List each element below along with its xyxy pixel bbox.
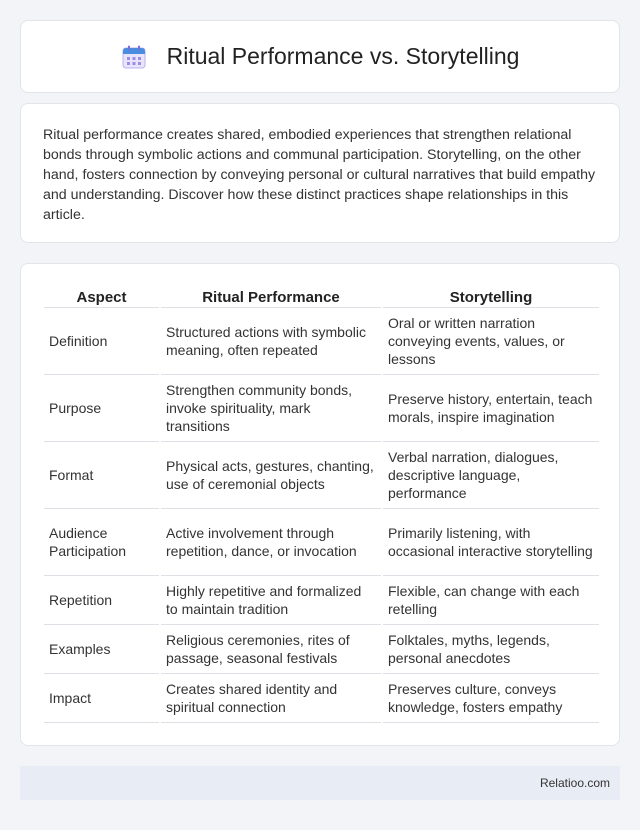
cell-aspect: Repetition: [44, 576, 159, 625]
cell-aspect: Definition: [44, 308, 159, 375]
comparison-card: [20, 263, 620, 746]
cell-ritual: Religious ceremonies, rites of passage, seasonal festivals: [161, 625, 381, 674]
cell-aspect: Audience Participation: [44, 509, 159, 576]
cell-ritual: Highly repetitive and formalized to maintain tradition: [161, 576, 381, 625]
cell-story: Oral or written narration conveying events, values, or lessons: [383, 308, 599, 375]
table-row: [44, 442, 599, 509]
cell-ritual: Active involvement through repetition, dance, or invocation: [161, 509, 381, 576]
cell-story: Verbal narration, dialogues, descriptive language, performance: [383, 442, 599, 509]
page-title: Ritual Performance vs. Storytelling: [166, 43, 520, 69]
table-row: [44, 576, 599, 625]
cell-aspect: Examples: [44, 625, 159, 674]
header-storytelling: Storytelling: [383, 284, 599, 308]
table-header-row: [44, 284, 599, 308]
cell-aspect: Format: [44, 442, 159, 509]
intro-text: Ritual performance creates shared, embodied experiences that strengthen relational bonds through symbolic actions and communal participation. Storytelling, on the other hand, fosters connection by conveying personal or cultural narratives that build empathy and understanding. Discover how these distinct practices shape relationships in this article.: [43, 127, 596, 223]
table-row: [44, 509, 599, 576]
cell-story: Preserve history, entertain, teach morals, inspire imagination: [383, 375, 599, 442]
cell-story: Flexible, can change with each retelling: [383, 576, 599, 625]
cell-story: Folktales, myths, legends, personal anecdotes: [383, 625, 599, 674]
footer-brand[interactable]: Relatioo.com: [539, 776, 610, 790]
cell-ritual: Physical acts, gestures, chanting, use of ceremonial objects: [161, 442, 381, 509]
table-row: [44, 375, 599, 442]
header-aspect: Aspect: [44, 284, 159, 308]
title-card: [20, 20, 620, 93]
header-ritual-performance: Ritual Performance: [161, 284, 381, 308]
cell-aspect: Impact: [44, 674, 159, 723]
cell-ritual: Structured actions with symbolic meaning, often repeated: [161, 308, 381, 375]
table-row: [44, 674, 599, 723]
cell-story: Preserves culture, conveys knowledge, fosters empathy: [383, 674, 599, 723]
intro-card: [20, 103, 620, 243]
calendar-icon: [121, 44, 147, 70]
footer: [20, 766, 620, 800]
cell-story: Primarily listening, with occasional interactive storytelling: [383, 509, 599, 576]
cell-aspect: Purpose: [44, 375, 159, 442]
comparison-table: [42, 284, 601, 723]
cell-ritual: Creates shared identity and spiritual connection: [161, 674, 381, 723]
table-row: [44, 308, 599, 375]
cell-ritual: Strengthen community bonds, invoke spirituality, mark transitions: [161, 375, 381, 442]
table-row: [44, 625, 599, 674]
